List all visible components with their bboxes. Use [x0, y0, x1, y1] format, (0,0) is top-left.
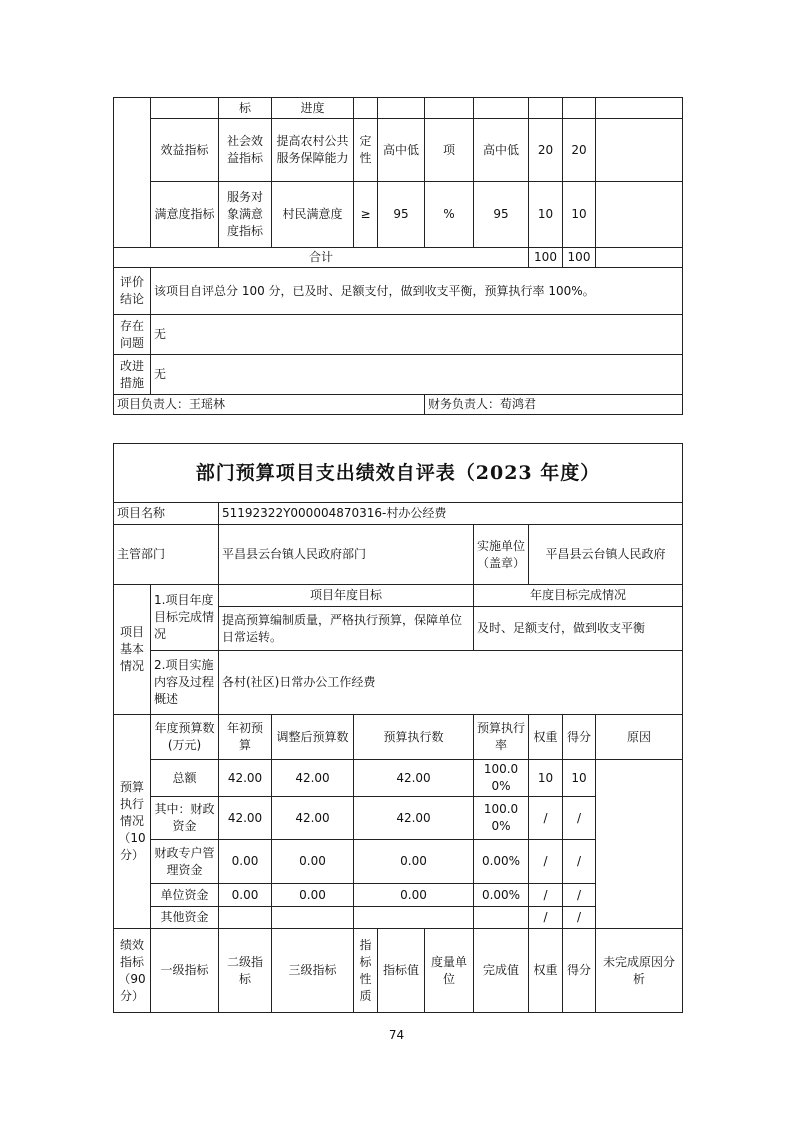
impl-value: 平昌县云台镇人民政府 [529, 525, 683, 585]
signature-row [114, 395, 683, 415]
benefit-level2: 社会效益指标 [219, 119, 272, 182]
satisfaction-score: 10 [563, 182, 596, 248]
evaluation-label: 评价结论 [114, 268, 151, 315]
perf-header: 一级指标 [151, 929, 219, 1013]
budget-executed: 42.00 [354, 797, 474, 840]
perf-header: 未完成原因分析 [596, 929, 683, 1013]
problems-row [114, 315, 683, 355]
budget-rate [474, 907, 529, 929]
project-name: 51192322Y000004870316-村办公经费 [219, 503, 683, 525]
budget-initial: 0.00 [219, 884, 272, 907]
perf-header: 度量单位 [425, 929, 474, 1013]
self-eval-form [113, 443, 683, 1013]
benefit-nature: 定性 [354, 119, 378, 182]
goal-header: 项目年度目标 [219, 585, 474, 607]
perf-header-row [114, 929, 683, 1013]
budget-adjusted: 42.00 [272, 760, 354, 797]
budget-weight: 10 [529, 760, 563, 797]
budget-executed: 0.00 [354, 884, 474, 907]
dept-value: 平昌县云台镇人民政府部门 [219, 525, 474, 585]
budget-initial: 0.00 [219, 840, 272, 884]
budget-rate: 100.00% [474, 760, 529, 797]
evaluation-text: 该项目自评总分 100 分，已及时、足额支付，做到收支平衡，预算执行率 100%。 [151, 268, 683, 315]
budget-score: / [563, 797, 596, 840]
budget-initial: 42.00 [219, 797, 272, 840]
satisfaction-level1: 满意度指标 [151, 182, 219, 248]
continuation-progress: 进度 [272, 98, 354, 119]
budget-initial: 42.00 [219, 760, 272, 797]
improve-label: 改进措施 [114, 355, 151, 395]
budget-executed: 0.00 [354, 840, 474, 884]
satisfaction-level2: 服务对象满意度指标 [219, 182, 272, 248]
form-title: 部门预算项目支出绩效自评表（2023 年度） [114, 444, 683, 503]
evaluation-row [114, 268, 683, 315]
dept-label: 主管部门 [114, 525, 219, 585]
perf-label: 绩效指标（90分） [114, 929, 151, 1013]
table-row [114, 760, 683, 797]
satisfaction-weight: 10 [529, 182, 563, 248]
benefit-level1: 效益指标 [151, 119, 219, 182]
budget-reason [596, 760, 683, 929]
total-score: 100 [563, 248, 596, 268]
budget-header: 年初预算 [219, 715, 272, 760]
budget-row-name: 其他资金 [151, 907, 219, 929]
budget-header: 权重 [529, 715, 563, 760]
budget-header: 原因 [596, 715, 683, 760]
budget-adjusted: 42.00 [272, 797, 354, 840]
goal-text: 提高预算编制质量，严格执行预算，保障单位日常运转。 [219, 607, 474, 651]
total-row [114, 248, 683, 268]
budget-header: 年度预算数(万元) [151, 715, 219, 760]
budget-header: 调整后预算数 [272, 715, 354, 760]
budget-rate: 100.00% [474, 797, 529, 840]
perf-header: 指标性质 [354, 929, 378, 1013]
budget-header: 得分 [563, 715, 596, 760]
budget-score: / [563, 884, 596, 907]
table-row [114, 119, 683, 182]
budget-row-name: 总额 [151, 760, 219, 797]
basic-label: 项目基本情况 [114, 585, 151, 715]
budget-score: 10 [563, 760, 596, 797]
budget-row-name: 财政专户管理资金 [151, 840, 219, 884]
satisfaction-unit: % [425, 182, 474, 248]
total-weight: 100 [529, 248, 563, 268]
budget-header: 预算执行率 [474, 715, 529, 760]
problems-text: 无 [151, 315, 683, 355]
budget-weight: / [529, 907, 563, 929]
perf-header: 权重 [529, 929, 563, 1013]
benefit-value: 高中低 [378, 119, 425, 182]
satisfaction-value: 95 [378, 182, 425, 248]
benefit-actual: 高中低 [474, 119, 529, 182]
satisfaction-nature: ≥ [354, 182, 378, 248]
page-number: 74 [388, 1028, 405, 1042]
budget-adjusted [272, 907, 354, 929]
budget-adjusted: 0.00 [272, 884, 354, 907]
budget-score: / [563, 907, 596, 929]
budget-weight: / [529, 797, 563, 840]
satisfaction-level3: 村民满意度 [272, 182, 354, 248]
budget-weight: / [529, 884, 563, 907]
project-lead: 项目负责人：王瑶林 [114, 395, 425, 415]
benefit-weight: 20 [529, 119, 563, 182]
goal-label: 1.项目年度目标完成情况 [151, 585, 219, 651]
budget-weight: / [529, 840, 563, 884]
impl-label: 实施单位（盖章） [474, 525, 529, 585]
budget-row-name: 单位资金 [151, 884, 219, 907]
budget-header-row [114, 715, 683, 760]
budget-executed [354, 907, 474, 929]
perf-header: 完成值 [474, 929, 529, 1013]
goal-done-header: 年度目标完成情况 [474, 585, 683, 607]
problems-label: 存在问题 [114, 315, 151, 355]
perf-header: 指标值 [378, 929, 425, 1013]
total-label: 合计 [114, 248, 529, 268]
content-text: 各村(社区)日常办公工作经费 [219, 651, 683, 715]
budget-header: 预算执行数 [354, 715, 474, 760]
budget-initial [219, 907, 272, 929]
improve-row [114, 355, 683, 395]
budget-rate: 0.00% [474, 840, 529, 884]
perf-header: 三级指标 [272, 929, 354, 1013]
budget-row-name: 其中：财政资金 [151, 797, 219, 840]
improve-text: 无 [151, 355, 683, 395]
satisfaction-actual: 95 [474, 182, 529, 248]
budget-executed: 42.00 [354, 760, 474, 797]
budget-score: / [563, 840, 596, 884]
perf-header: 得分 [563, 929, 596, 1013]
budget-adjusted: 0.00 [272, 840, 354, 884]
finance-lead: 财务负责人：荀鸿君 [425, 395, 683, 415]
benefit-score: 20 [563, 119, 596, 182]
project-name-label: 项目名称 [114, 503, 219, 525]
table-row [114, 182, 683, 248]
content-label: 2.项目实施内容及过程概述 [151, 651, 219, 715]
continuation-label: 标 [219, 98, 272, 119]
left-merged-cell [114, 98, 151, 248]
benefit-level3: 提高农村公共服务保障能力 [272, 119, 354, 182]
benefit-unit: 项 [425, 119, 474, 182]
goal-done-text: 及时、足额支付，做到收支平衡 [474, 607, 683, 651]
budget-label: 预算执行情况（10分） [114, 715, 151, 929]
perf-header: 二级指标 [219, 929, 272, 1013]
top-table [113, 97, 683, 415]
budget-rate: 0.00% [474, 884, 529, 907]
